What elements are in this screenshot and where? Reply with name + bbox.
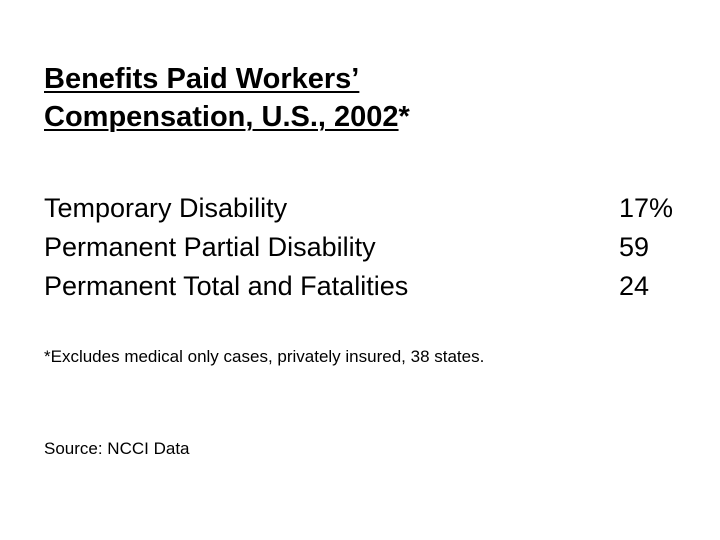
- title-asterisk: *: [398, 101, 410, 133]
- benefit-label: Permanent Partial Disability: [44, 232, 376, 262]
- benefit-label: Temporary Disability: [44, 193, 288, 223]
- benefits-list: [44, 189, 694, 306]
- slide-title: [44, 60, 410, 136]
- benefit-value: 24: [619, 271, 650, 301]
- benefit-value: 59: [619, 232, 650, 262]
- benefit-label: Permanent Total and Fatalities: [44, 271, 409, 301]
- source-note: Source: NCCI Data: [44, 439, 190, 458]
- title-line-2: Compensation, U.S., 2002: [44, 101, 399, 133]
- footnote: *Excludes medical only cases, privately insured, 38 states.: [44, 347, 485, 366]
- title-line-1: Benefits Paid Workers’: [44, 63, 360, 95]
- benefit-row-permanent-total: [44, 267, 694, 306]
- benefit-value: 17%: [619, 193, 674, 223]
- benefit-row-temporary: [44, 189, 694, 228]
- benefit-row-permanent-partial: [44, 228, 694, 267]
